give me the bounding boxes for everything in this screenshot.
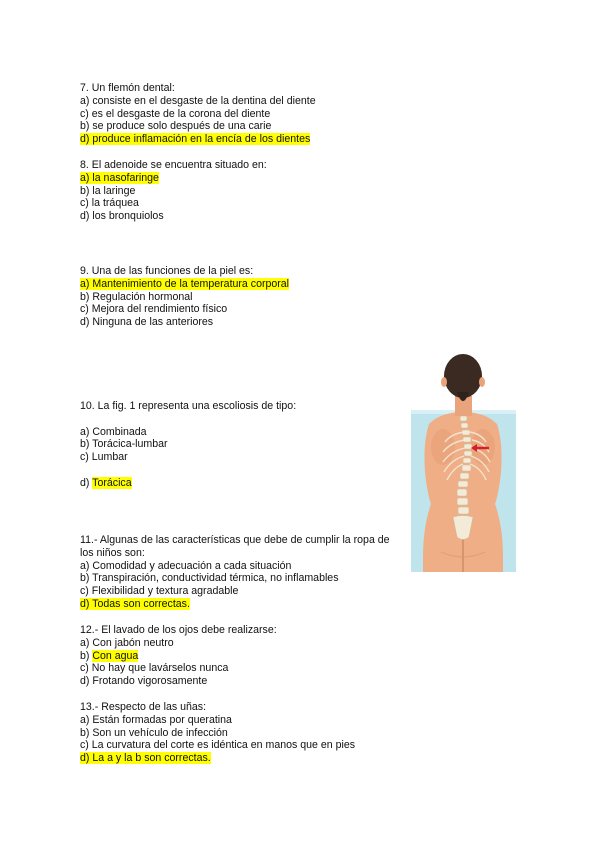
option-prefix: d) (80, 476, 93, 489)
scoliosis-figure (411, 352, 516, 572)
question-title: 9. Una de las funciones de la piel es: (80, 265, 254, 277)
question-title: 7. Un flemón dental: (80, 82, 175, 94)
option-c: c) La curvatura del corte es idéntica en manos que en pies (80, 739, 356, 752)
option-b: b) Con agua (80, 649, 139, 662)
option-a-correct: a) Mantenimiento de la temperatura corporal (80, 277, 290, 290)
question-title: 11.- Algunas de las características que debe de cumplir la ropa de los niños son: (80, 534, 390, 559)
option-d: d) Frotando vigorosamente (80, 675, 208, 688)
option-c: c) Mejora del rendimiento físico (80, 303, 228, 316)
option-a: a) Combinada (80, 425, 147, 438)
question-11 (80, 534, 392, 611)
option-d: d) los bronquiolos (80, 210, 164, 223)
option-c: c) es el desgaste de la corona del diente (80, 107, 271, 120)
option-a: a) Comodidad y adecuación a cada situación (80, 559, 292, 572)
option-a: a) Con jabón neutro (80, 636, 174, 649)
option-d-correct: d) La a y la b son correctas. (80, 752, 211, 765)
question-12 (80, 624, 410, 688)
option-b: b) la laringe (80, 184, 136, 197)
question-9 (80, 265, 410, 329)
option-c: c) la tráquea (80, 197, 139, 210)
question-title: 12.- El lavado de los ojos debe realizarse: (80, 624, 277, 636)
question-13 (80, 701, 410, 765)
option-b: b) Transpiración, conductividad térmica, no inflamables (80, 572, 339, 585)
option-a: a) Están formadas por queratina (80, 713, 232, 726)
option-b-correct: Con agua (92, 649, 139, 662)
hair (444, 354, 482, 398)
option-b: b) Torácica-lumbar (80, 438, 168, 451)
option-d-correct: Torácica (92, 476, 132, 489)
option-d (80, 477, 410, 490)
option-c: c) No hay que lavárselos nunca (80, 662, 229, 675)
option-d: d) Ninguna de las anteriores (80, 316, 214, 329)
option-a: a) consiste en el desgaste de la dentina del diente (80, 94, 316, 107)
question-8 (80, 159, 410, 223)
option-b: b) Regulación hormonal (80, 290, 193, 303)
option-b: b) se produce solo después de una carie (80, 120, 272, 133)
option-a-correct: a) la nasofaringe (80, 171, 159, 184)
question-title: 10. La fig. 1 representa una escoliosis de tipo: (80, 400, 297, 412)
option-c: c) Flexibilidad y textura agradable (80, 585, 239, 598)
question-title: 13.- Respecto de las uñas: (80, 701, 207, 713)
question-7 (80, 82, 410, 146)
option-c: c) Lumbar (80, 451, 128, 464)
option-b: b) Son un vehículo de infección (80, 726, 228, 739)
question-10 (80, 400, 410, 490)
option-d-correct: d) Todas son correctas. (80, 597, 190, 610)
question-title: 8. El adenoide se encuentra situado en: (80, 159, 267, 171)
option-d-correct: d) produce inflamación en la encía de los dientes (80, 133, 311, 146)
